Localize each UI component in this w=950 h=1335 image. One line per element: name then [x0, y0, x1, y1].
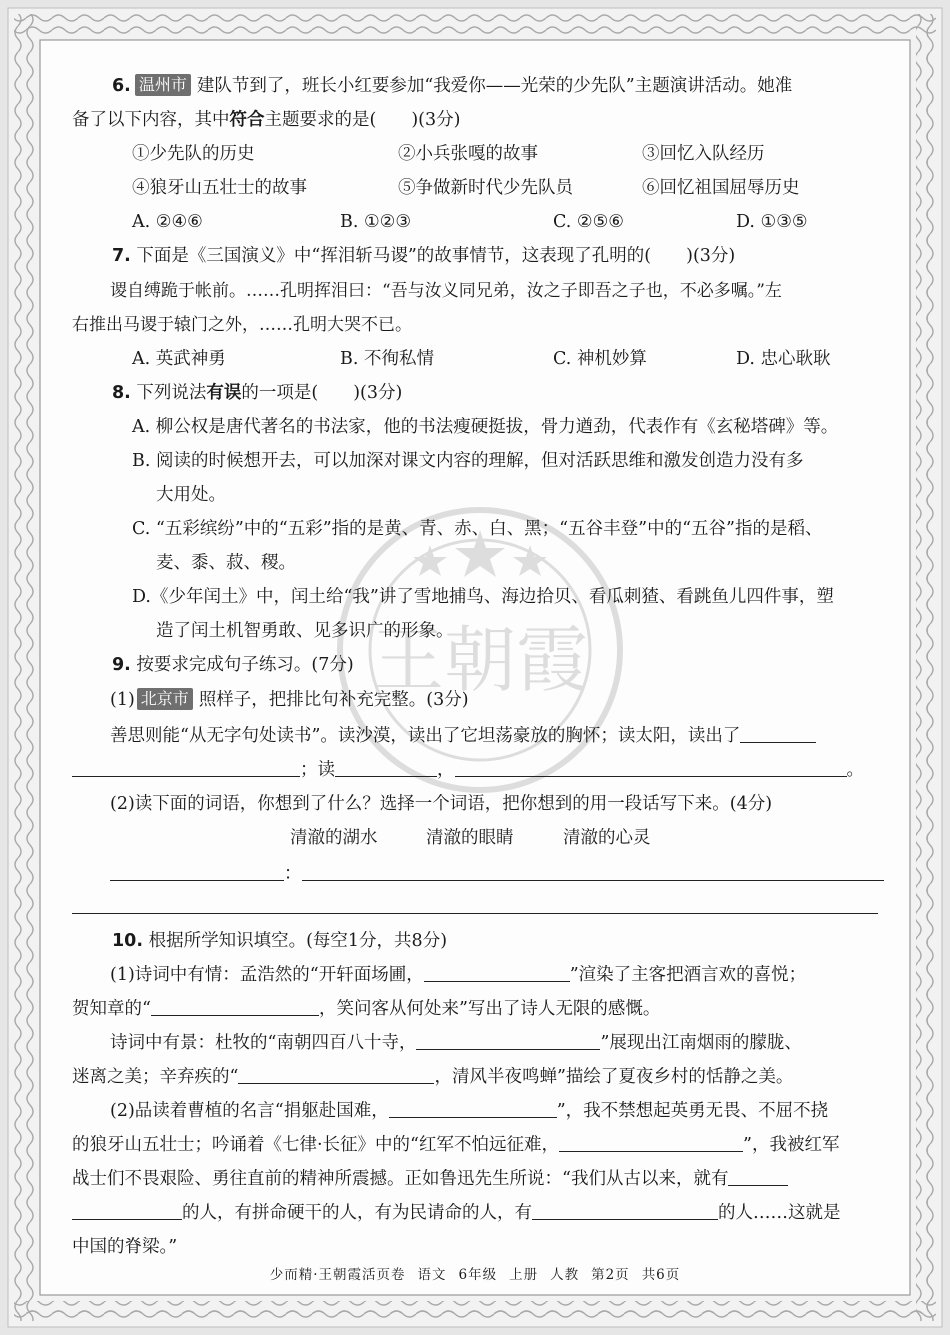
q6-item-2: ②小兵张嘎的故事	[398, 144, 538, 164]
q10-line1	[110, 963, 806, 987]
q6-item-6: ⑥回忆祖国屈辱历史	[642, 178, 800, 198]
footer-grade: 6年级	[458, 1267, 498, 1283]
q9-part2-answer-line	[110, 862, 884, 886]
q6-line2	[72, 108, 460, 132]
q9-stem-line	[112, 653, 354, 677]
q8-option-b-line2: 大用处。	[156, 485, 226, 505]
q10-text-4a: 迷离之美；辛弃疾的“	[72, 1067, 239, 1087]
q9-region-tag: 北京市	[137, 688, 193, 710]
q9-part1-fill-line	[72, 758, 864, 782]
q10-blank-6[interactable]	[559, 1133, 743, 1152]
q9-period: 。	[846, 760, 864, 780]
q7-option-d: D. 忠心耿耿	[736, 349, 831, 369]
q10-text-1b: ”渲染了主客把酒言欢的喜悦；	[569, 965, 807, 985]
q8-stem-line	[112, 381, 402, 405]
q10-line3	[110, 1031, 802, 1055]
q10-line2	[72, 997, 660, 1021]
q7-passage-line1: 谡自缚跪于帐前。……孔明挥泪曰：“吾与汝义同兄弟，汝之子即吾之子也，不必多嘱。”左	[110, 281, 782, 301]
q9-number: 9.	[112, 655, 131, 675]
q10-text-8b: 的人……这就是	[718, 1203, 841, 1223]
q10-text-8a: 的人，有拼命硬干的人，有为民请命的人，有	[182, 1203, 532, 1223]
q7-option-a: A. 英武神勇	[132, 349, 226, 369]
q6-stem-post: 主题要求的是( )(3分)	[264, 110, 461, 130]
q10-text-3a: 诗词中有景：杜牧的“南朝四百八十寺，	[110, 1033, 417, 1053]
footer-total-pages: 共6页	[641, 1267, 681, 1283]
q7-number: 7.	[112, 246, 131, 266]
q9-part1-label: (1)	[110, 690, 135, 710]
q10-stem-line	[112, 929, 447, 953]
q6-option-b: B. ①②③	[340, 212, 412, 232]
q9-part1-line	[110, 688, 469, 712]
q10-blank-3[interactable]	[416, 1031, 600, 1050]
q9-blank-4[interactable]	[455, 758, 847, 777]
q8-number: 8.	[112, 383, 131, 403]
q10-line9: 中国的脊梁。”	[72, 1237, 178, 1257]
q9-part1-instruction: 照样子，把排比句补充完整。(3分)	[198, 690, 469, 710]
q10-line4	[72, 1065, 793, 1089]
q9-part2-instruction: (2)读下面的词语，你想到了什么？选择一个词语，把你想到的用一段话写下来。(4分)	[110, 794, 773, 814]
q6-item-1: ①少先队的历史	[132, 144, 255, 164]
q10-text-6b: ”，我被红军	[743, 1135, 840, 1155]
q10-stem: 根据所学知识填空。(每空1分，共8分)	[148, 931, 448, 951]
q6-option-d: D. ①③⑤	[736, 212, 808, 232]
q7-stem-line	[112, 244, 735, 268]
q8-stem-pre: 下列说法	[136, 383, 207, 403]
q8-option-d-line1: D.《少年闰土》中，闰土给“我”讲了雪地捕鸟、海边拾贝、看瓜刺猹、看跳鱼儿四件事，塑	[132, 587, 834, 607]
q9-semicolon-read: ；读	[300, 760, 335, 780]
q9-example-sentence: 善思则能“从无字句处读书”。读沙漠，读出了它坦荡豪放的胸怀；读太阳，读出了	[110, 726, 741, 746]
q7-option-b: B. 不徇私情	[340, 349, 434, 369]
q8-option-b-line1: B. 阅读的时候想开去，可以加深对课文内容的理解，但对活跃思维和激发创造力没有多	[132, 451, 804, 471]
q10-number: 10.	[112, 931, 144, 951]
footer-edition: 人教	[550, 1267, 580, 1283]
page-footer	[0, 1263, 950, 1283]
q8-option-c-line2: 麦、黍、菽、稷。	[156, 553, 296, 573]
q10-line5	[110, 1099, 828, 1123]
q8-stem-emphasis: 有误	[206, 383, 242, 403]
q10-text-2a: 贺知章的“	[72, 999, 151, 1019]
q9-word-soul: 清澈的心灵	[563, 828, 651, 848]
q6-number: 6.	[112, 76, 131, 96]
q10-text-7: 战士们不畏艰险、勇往直前的精神所震撼。正如鲁迅先生所说：“我们从古以来，就有	[72, 1169, 729, 1189]
q6-line1	[112, 74, 792, 98]
q10-blank-1[interactable]	[424, 963, 570, 982]
q9-blank-2[interactable]	[72, 758, 300, 777]
q6-region-tag: 温州市	[135, 74, 191, 96]
q7-passage-line2: 右推出马谡于辕门之外，……孔明大哭不已。	[72, 315, 412, 335]
q6-stem-line1: 建队节到了，班长小红要参加“我爱你——光荣的少先队”主题演讲活动。她准	[196, 76, 793, 96]
q10-text-6a: 的狼牙山五壮士；吟诵着《七律·长征》中的“红军不怕远征难，	[72, 1135, 560, 1155]
q9-part1-example	[110, 724, 816, 748]
q8-option-c-line1: C. “五彩缤纷”中的“五彩”指的是黄、青、赤、白、黑；“五谷丰登”中的“五谷”指的是稻、	[132, 519, 823, 539]
q9-colon: ：	[284, 864, 302, 884]
q10-blank-2[interactable]	[151, 997, 319, 1016]
footer-volume: 上册	[509, 1267, 539, 1283]
q6-item-3: ③回忆入队经历	[642, 144, 765, 164]
q6-option-c: C. ②⑤⑥	[553, 212, 624, 232]
q9-writing-blank-2[interactable]	[72, 913, 878, 914]
q9-stem: 按要求完成句子练习。(7分)	[136, 655, 354, 675]
q6-item-5: ⑤争做新时代少先队员	[398, 178, 573, 198]
q6-item-4: ④狼牙山五壮士的故事	[132, 178, 307, 198]
q6-stem-emphasis: 符合	[229, 110, 265, 130]
q9-word-eyes: 清澈的眼睛	[426, 828, 514, 848]
q7-stem: 下面是《三国演义》中“挥泪斩马谡”的故事情节，这表现了孔明的( )(3分)	[136, 246, 736, 266]
q10-line6	[72, 1133, 839, 1157]
q10-text-2b: ，笑问客从何处来”写出了诗人无限的感慨。	[318, 999, 661, 1019]
q9-word-lake: 清澈的湖水	[290, 828, 378, 848]
q8-stem-post: 的一项是( )(3分)	[241, 383, 403, 403]
footer-series: 少而精·王朝霞活页卷	[269, 1267, 406, 1283]
q10-blank-4[interactable]	[238, 1065, 434, 1084]
q8-option-a: A. 柳公权是唐代著名的书法家，他的书法瘦硬挺拔，骨力遒劲，代表作有《玄秘塔碑》等。	[132, 417, 839, 437]
q7-option-c: C. 神机妙算	[553, 349, 647, 369]
footer-page-number: 第2页	[591, 1267, 630, 1283]
q10-blank-8[interactable]	[532, 1201, 718, 1220]
watermark-text: 王朝霞	[371, 618, 589, 702]
q10-text-4b: ，清风半夜鸣蝉”描绘了夏夜乡村的恬静之美。	[434, 1067, 794, 1087]
q10-line8	[72, 1201, 841, 1225]
q10-text-1a: (1)诗词中有情：孟浩然的“开轩面场圃，	[110, 965, 424, 985]
q10-blank-5[interactable]	[389, 1099, 557, 1118]
q9-comma: ，	[437, 760, 455, 780]
q8-option-d-line2: 造了闰土机智勇敢、见多识广的形象。	[156, 621, 454, 641]
q9-blank-3[interactable]	[335, 758, 437, 777]
footer-subject: 语文	[417, 1267, 447, 1283]
q9-chosen-word-blank[interactable]	[110, 862, 284, 881]
q10-text-5b: ”，我不禁想起英勇无畏、不屈不挠	[556, 1101, 829, 1121]
q6-stem-pre: 备了以下内容，其中	[72, 110, 230, 130]
q10-line7	[72, 1167, 788, 1191]
q9-blank-1[interactable]	[740, 724, 816, 743]
q10-text-3b: ”展现出江南烟雨的朦胧、	[600, 1033, 802, 1053]
q6-option-a: A. ②④⑥	[132, 212, 203, 232]
q10-blank-7a[interactable]	[728, 1167, 788, 1186]
q10-blank-7b[interactable]	[72, 1201, 182, 1220]
q10-text-5a: (2)品读着曹植的名言“捐躯赴国难，	[110, 1101, 389, 1121]
q9-writing-blank-1[interactable]	[302, 862, 884, 881]
